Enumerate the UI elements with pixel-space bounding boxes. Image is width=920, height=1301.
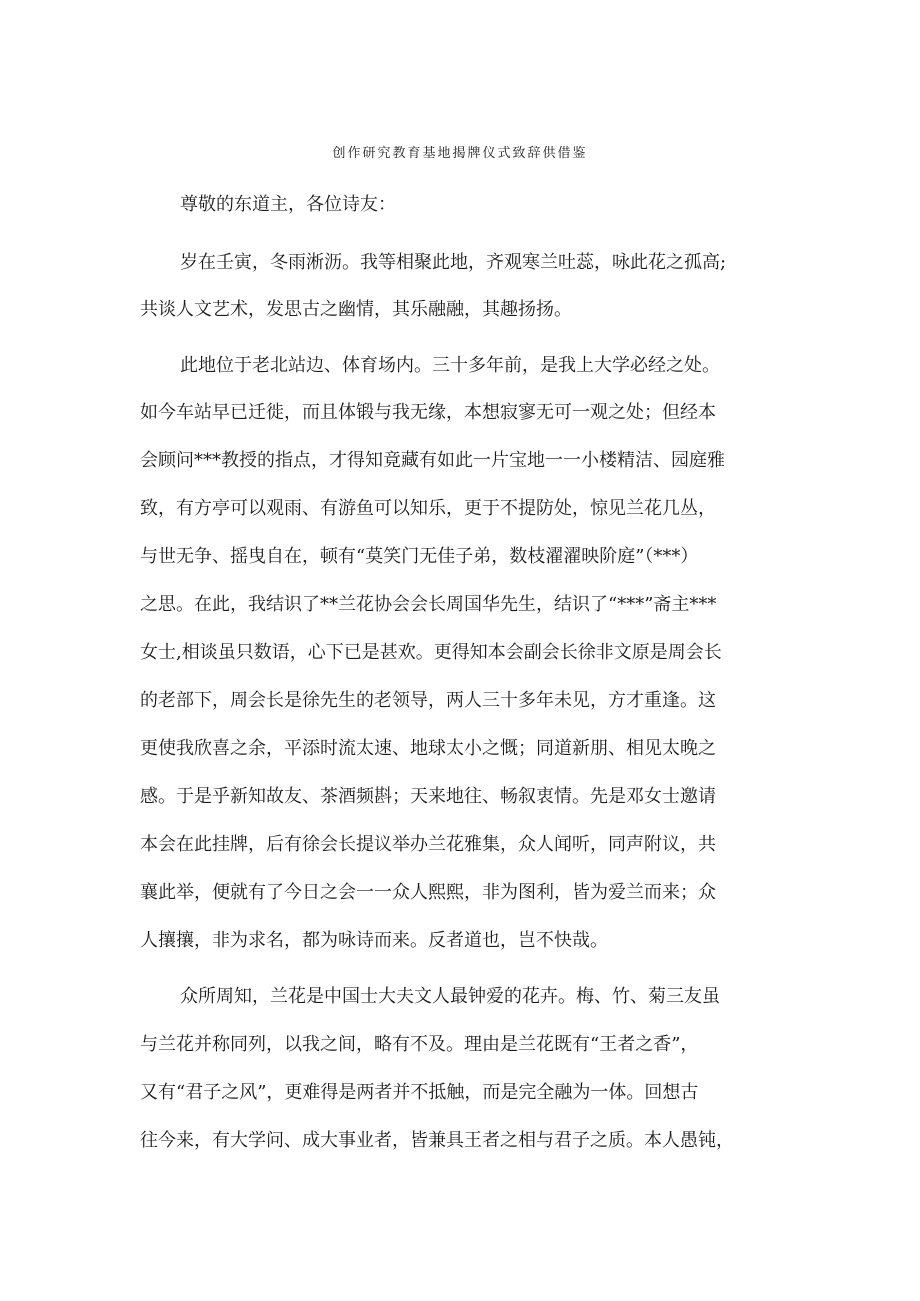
paragraph-line: 与世无争、摇曳自在，顿有“莫笑门无佳子弟，数枝濯濯映阶庭”（***） (140, 546, 699, 567)
paragraph-line: 人攘攘，非为求名，都为咏诗而来。反者道也，岂不快哉。 (140, 930, 608, 951)
paragraph-line: 众所周知，兰花是中国士大夫文人最钟爱的花卉。梅、竹、菊三友虽 (180, 986, 720, 1007)
document-title: 创作研究教育基地揭牌仪式致辞供借鉴 (332, 146, 588, 161)
paragraph-line: 感。于是乎新知故友、茶酒频斟；天来地往、畅叙衷情。先是邓女士邀请 (140, 786, 716, 807)
paragraph-line: 更使我欣喜之余，平添时流太速、地球太小之慨；同道新朋、相见太晚之 (140, 738, 716, 759)
salutation: 尊敬的东道主，各位诗友： (180, 194, 396, 215)
paragraph-line: 往今来，有大学问、成大事业者，皆兼具王者之相与君子之质。本人愚钝， (140, 1130, 734, 1151)
paragraph-line: 又有“君子之风”，更难得是两者并不抵触，而是完全融为一体。回想古 (140, 1082, 699, 1103)
paragraph-line: 如今车站早已迁徙，而且体锻与我无缘，本想寂寥无可一观之处；但经本 (140, 402, 716, 423)
paragraph-line: 之思。在此，我结识了**兰花协会会长周国华先生，结识了“***”斋主*** (140, 594, 717, 615)
paragraph-line: 共谈人文艺术，发思古之幽情，其乐融融，其趣扬扬。 (140, 299, 572, 320)
paragraph-line: 会顾问***教授的指点，才得知竟藏有如此一片宝地一一小楼精洁、园庭雅 (140, 450, 725, 471)
paragraph-line: 的老部下，周会长是徐先生的老领导，两人三十多年未见，方才重逢。这 (140, 690, 716, 711)
paragraph-line: 岁在壬寅，冬雨淅沥。我等相聚此地，齐观寒兰吐蕊，咏此花之孤高; (180, 252, 727, 273)
paragraph-line: 此地位于老北站边、体育场内。三十多年前，是我上大学必经之处。 (180, 355, 720, 376)
paragraph-line: 本会在此挂牌，后有徐会长提议举办兰花雅集，众人闻听，同声附议，共 (140, 834, 716, 855)
paragraph-line: 致，有方亭可以观雨、有游鱼可以知乐，更于不提防处，惊见兰花几丛， (140, 498, 716, 519)
paragraph-line: 女士,相谈虽只数语，心下已是甚欢。更得知本会副会长徐非文原是周会长 (140, 642, 722, 663)
paragraph-line: 襄此举，便就有了今日之会一一众人熙熙，非为图利，皆为爱兰而来；众 (140, 882, 716, 903)
paragraph-line: 与兰花并称同列，以我之间，略有不及。理由是兰花既有“王者之香”， (140, 1034, 699, 1055)
